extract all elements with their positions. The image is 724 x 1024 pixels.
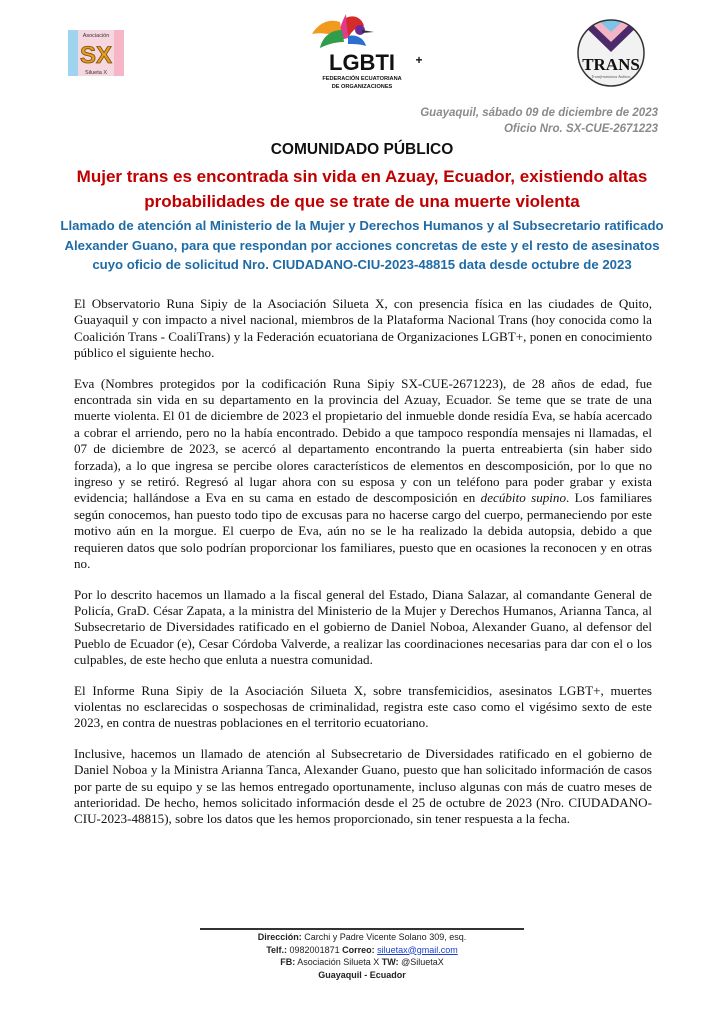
paragraph-intro: El Observatorio Runa Sipiy de la Asociación Silueta X, con presencia física en las ciudades de Quito, Guayaquil y con impacto a nivel nacional, miembros de la Plataforma Nacional Trans (hoy conocida como la Coalición Trans - CoaliTrans) y la Federación ecuatoriana de Organizaciones LGBT+, ponen en conocimiento público el siguiente hecho. — [74, 296, 652, 361]
footer-address-line — [0, 931, 724, 944]
footer-fb-label: FB: — [280, 957, 296, 967]
lgbti-federation-logo — [298, 8, 428, 94]
paragraph-case-part2: . Los familiares según conocemos, han puesto todo tipo de excusas para no hacerse cargo del cuerpo, permaneciendo por este motivo aún en la morgue. El cuerpo de Eva, aún no se le ha realizado la debida autopsia, debido a que requieren datos que solo podrían proporcionar los familiares, puesto que en ocasiones la reconocen y en otras no. — [74, 490, 652, 572]
trans-logo-mark: TRANS — [582, 55, 640, 74]
footer-divider — [200, 928, 524, 930]
silueta-x-logo-line1: Asociación — [82, 33, 110, 39]
footer-phone: 0982001871 — [287, 944, 343, 955]
footer-address: Carchi y Padre Vicente Solano 309, esq. — [301, 932, 467, 942]
footer-social-line — [0, 956, 724, 969]
document-body — [74, 296, 652, 842]
silueta-x-logo-line2: Silueta X — [84, 70, 108, 76]
footer-tw: @SiluetaX — [398, 957, 444, 967]
paragraph-attention: Inclusive, hacemos un llamado de atención al Subsecretario de Diversidades ratificado en el gobierno de Daniel Noboa y la Ministra Arianna Tanca, Alexander Guano, puesto que han solicitado información de casos por parte de su equipo y se las hemos entregado oportunamente, incluso algunas con más de cuatro meses de anterioridad. De hecho, hemos solicitado información desde el 25 de octubre de 2023 (Nro. CIUDADANO-CIU-2023-48815), sobre los datos que les hemos proporcionado, sin tener respuesta a la fecha. — [74, 745, 652, 827]
page-footer — [0, 931, 724, 981]
document-date: Guayaquil, sábado 09 de diciembre de 2023 — [420, 107, 658, 119]
paragraph-case-italic: decúbito supino — [480, 490, 567, 506]
footer-fb: Asociación Silueta X — [295, 957, 382, 967]
footer-tw-label: TW: — [381, 957, 399, 967]
trans-logo — [576, 18, 646, 88]
lgbti-logo-plus: + — [415, 53, 423, 67]
paragraph-case — [74, 376, 652, 573]
footer-city: Guayaquil - Ecuador — [318, 969, 406, 980]
footer-phone-label: Telf.: — [266, 944, 288, 955]
silueta-x-logo-mark: SX — [79, 42, 113, 69]
footer-address-label: Dirección: — [257, 932, 302, 942]
paragraph-call: Por lo descrito hacemos un llamado a la fiscal general del Estado, Diana Salazar, al comandante General de Policía, GraD. César Zapata, a la ministra del Ministerio de la Mujer y Derechos Humanos, Arianna Tanca, al Subsecretario de Diversidades ratificado en el gobierno de Daniel Noboa, Alexander Guano, al defensor del Pueblo de Ecuador (e), Cesar Córdoba Valverde, a realizar las coordinaciones necesarias para dar con el o los culpables, de este hecho que enluta a nuestra comunidad. — [74, 586, 652, 668]
document-title: Mujer trans es encontrada sin vida en Azuay, Ecuador, existiendo altas probabilidades de que se trate de una muerte violenta — [76, 167, 648, 211]
paragraph-report: El Informe Runa Sipiy de la Asociación Silueta X, sobre transfemicidios, asesinatos LGBT+, muertes violentas no esclarecidas o sospechosas de criminalidad, registra este caso como el vigésimo sexto de este 2023, en contra de nuestras poblaciones en el territorio ecuatoriano. — [74, 682, 652, 731]
document-subtitle: Llamado de atención al Ministerio de la Mujer y Derechos Humanos y al Subsecretario ratificado Alexander Guano, para que respondan por acciones concretas de este y el resto de asesinatos cuyo oficio de solicitud Nro. CIUDADANO-CIU-2023-48815 data desde octubre de 2023 — [60, 218, 664, 272]
lgbti-logo-line1: FEDERACIÓN ECUATORIANA — [322, 76, 402, 82]
paragraph-case-part1: Eva (Nombres protegidos por la codificación Runa Sipiy SX-CUE-2671223), de 28 años de edad, fue encontrada sin vida en su departamento en la provincia del Azuay, Ecuador. Se teme que se trate de una muerte violenta. El 01 de diciembre de 2023 el propietario del inmueble donde residía Eva, se había acercado a cobrar el arriendo, pero no la había encontrado. Debido a que tampoco respondía mensajes ni llamadas, el 07 de diciembre de 2023, se acercó al departamento encontrando la puerta entreabierta (sin haber sido forzada), a lo que ingresa se percibe olores característicos de elementos en descomposición, por lo que no ingreso y se retiró. Regresó al lugar ahora con su esposa y con un teléfono para poder grabar y exista evidencia; hallándose a Eva en su cama en estado de descomposición en — [74, 375, 652, 506]
footer-city-line — [0, 969, 724, 982]
lgbti-logo-line2: DE ORGANIZACIONES — [331, 84, 393, 90]
oficio-number: Oficio Nro. SX-CUE-2671223 — [503, 123, 658, 135]
trans-logo-caption: Transfeminismos Andinos — [591, 75, 631, 79]
document-heading: COMUNIDADO PÚBLICO — [270, 141, 454, 158]
footer-email-link[interactable]: siluetax@gmail.com — [377, 944, 458, 955]
lgbti-logo-mark: LGBTI — [329, 50, 395, 75]
footer-contact-line — [0, 944, 724, 957]
silueta-x-logo — [64, 22, 128, 84]
footer-email-label: Correo: — [342, 944, 375, 955]
